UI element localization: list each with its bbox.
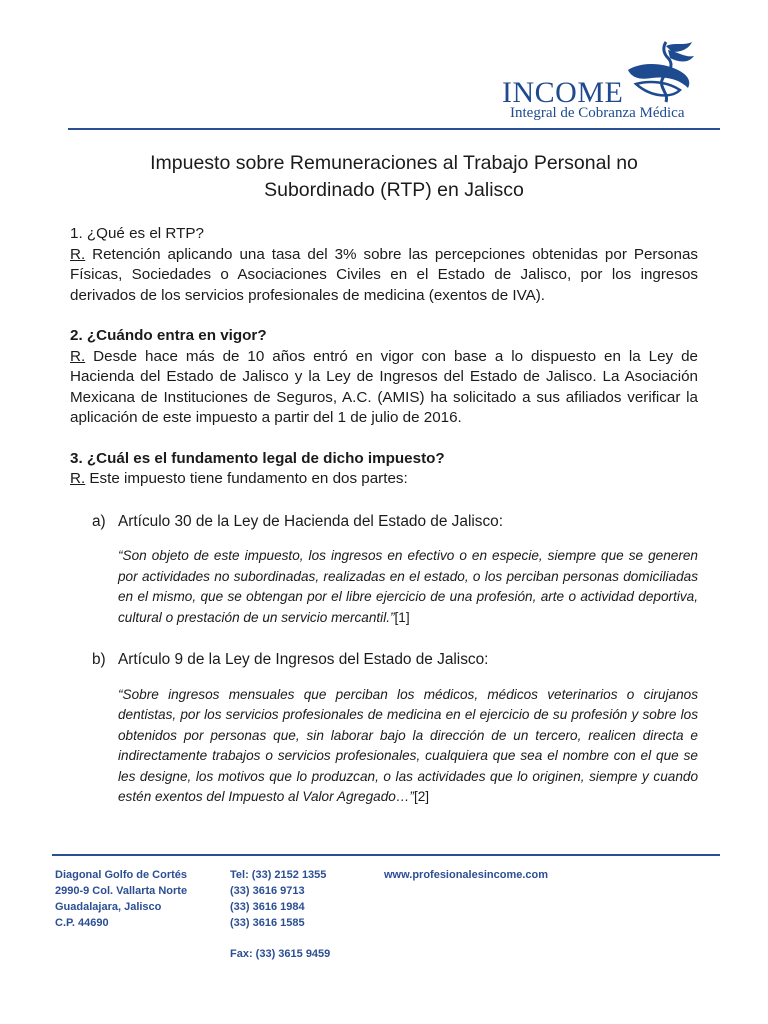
address-line: Diagonal Golfo de Cortés (55, 869, 188, 881)
answer-3 (70, 469, 698, 490)
phone-line: (33) 3616 1984 (230, 901, 305, 913)
legal-quote-1 (118, 546, 698, 628)
list-marker: a) (92, 512, 106, 530)
answer-label: R. (70, 347, 86, 365)
answer-text: Retención aplicando una tasa del 3% sobre las percepciones obtenidas por Personas Físicas, Sociedades o Asociaciones Civiles en el Estado de Jalisco, por los ingresos derivados de los servicios profesionales de medicina (exentos de IVA). (70, 245, 698, 304)
logo-wordmark: INCOME (502, 76, 624, 109)
footer-divider (52, 854, 720, 856)
answer-label: R. (70, 245, 86, 263)
answer-2 (70, 347, 698, 429)
question-2: 2. ¿Cuándo entra en vigor? (70, 327, 267, 344)
footer-fax (230, 946, 330, 962)
question-3: 3. ¿Cuál es el fundamento legal de dicho impuesto? (70, 449, 445, 467)
title-line-2: Subordinado (RTP) en Jalisco (264, 179, 524, 201)
footnote-ref[interactable]: [2] (413, 789, 430, 804)
logo-tagline: Integral de Cobranza Médica (510, 105, 685, 121)
list-item-text: Artículo 30 de la Ley de Hacienda del Estado de Jalisco: (118, 512, 504, 530)
address-line: C.P. 44690 (55, 917, 109, 929)
header-divider (68, 128, 720, 130)
answer-text: Este impuesto tiene fundamento en dos partes: (85, 470, 408, 487)
answer-label: R. (70, 470, 86, 487)
list-marker: b) (92, 651, 106, 668)
fax-line: Fax: (33) 3615 9459 (230, 948, 331, 960)
address-line: 2990-9 Col. Vallarta Norte (55, 885, 188, 897)
answer-text: Desde hace más de 10 años entró en vigor con base a lo dispuesto en la Ley de Hacienda del Estado de Jalisco y la Ley de Ingresos del Estado de Jalisco. La Asociación Mexicana de Instituciones de Seguros, A.C. (AMIS) ha solicitado a sus afiliados verificar la aplicación de este impuesto a partir del 1 de julio de 2016. (70, 347, 698, 426)
question-1: 1. ¿Qué es el RTP? (70, 225, 204, 242)
phone-line: Tel: (33) 2152 1355 (230, 869, 327, 881)
website-link[interactable]: www.profesionalesincome.com (384, 869, 549, 881)
footnote-ref[interactable]: [1] (394, 609, 410, 625)
phone-line: (33) 3616 1585 (230, 917, 305, 929)
quote-text: “Sobre ingresos mensuales que perciban los médicos, médicos veterinarios o cirujanos dentistas, por los servicios profesionales de medicina en el ejercicio de su profesión y sobre los obtenidos por personas que, sin laborar bajo la dirección de un tercero, realicen directa e indirectamente trabajos o servicios profesionales, cualquiera que sea el nombre con el que se les designe, los motivos que lo produzcan, o las actividades que lo originen, siempre y cuando estén exentos del Impuesto al Valor Agregado…” (118, 686, 698, 804)
footer-website (384, 867, 548, 883)
list-item-b (92, 650, 698, 671)
caduceus-emblem-icon (622, 40, 698, 106)
income-logo (498, 40, 720, 122)
list-item-text: Artículo 9 de la Ley de Ingresos del Estado de Jalisco: (118, 651, 489, 668)
address-line: Guadalajara, Jalisco (55, 901, 162, 913)
list-item-a (92, 512, 698, 533)
phone-line: (33) 3616 9713 (230, 885, 305, 897)
quote-text: “Son objeto de este impuesto, los ingresos en efectivo o en especie, siempre que se generen por actividades no subordinadas, realizadas en el estado, o los perciban personas domiciliadas en el mismo, que se obtengan por el libre ejercicio de una profesión, arte o actividad deportiva, cultural o prestación de un servicio mercantil.” (118, 548, 698, 625)
document-title (68, 150, 720, 204)
answer-1 (70, 245, 698, 307)
document-body (70, 224, 698, 808)
footer-phones (230, 867, 326, 931)
legal-quote-2 (118, 685, 698, 808)
footer-address (55, 867, 187, 931)
title-line-1: Impuesto sobre Remuneraciones al Trabajo Personal no (150, 152, 638, 174)
